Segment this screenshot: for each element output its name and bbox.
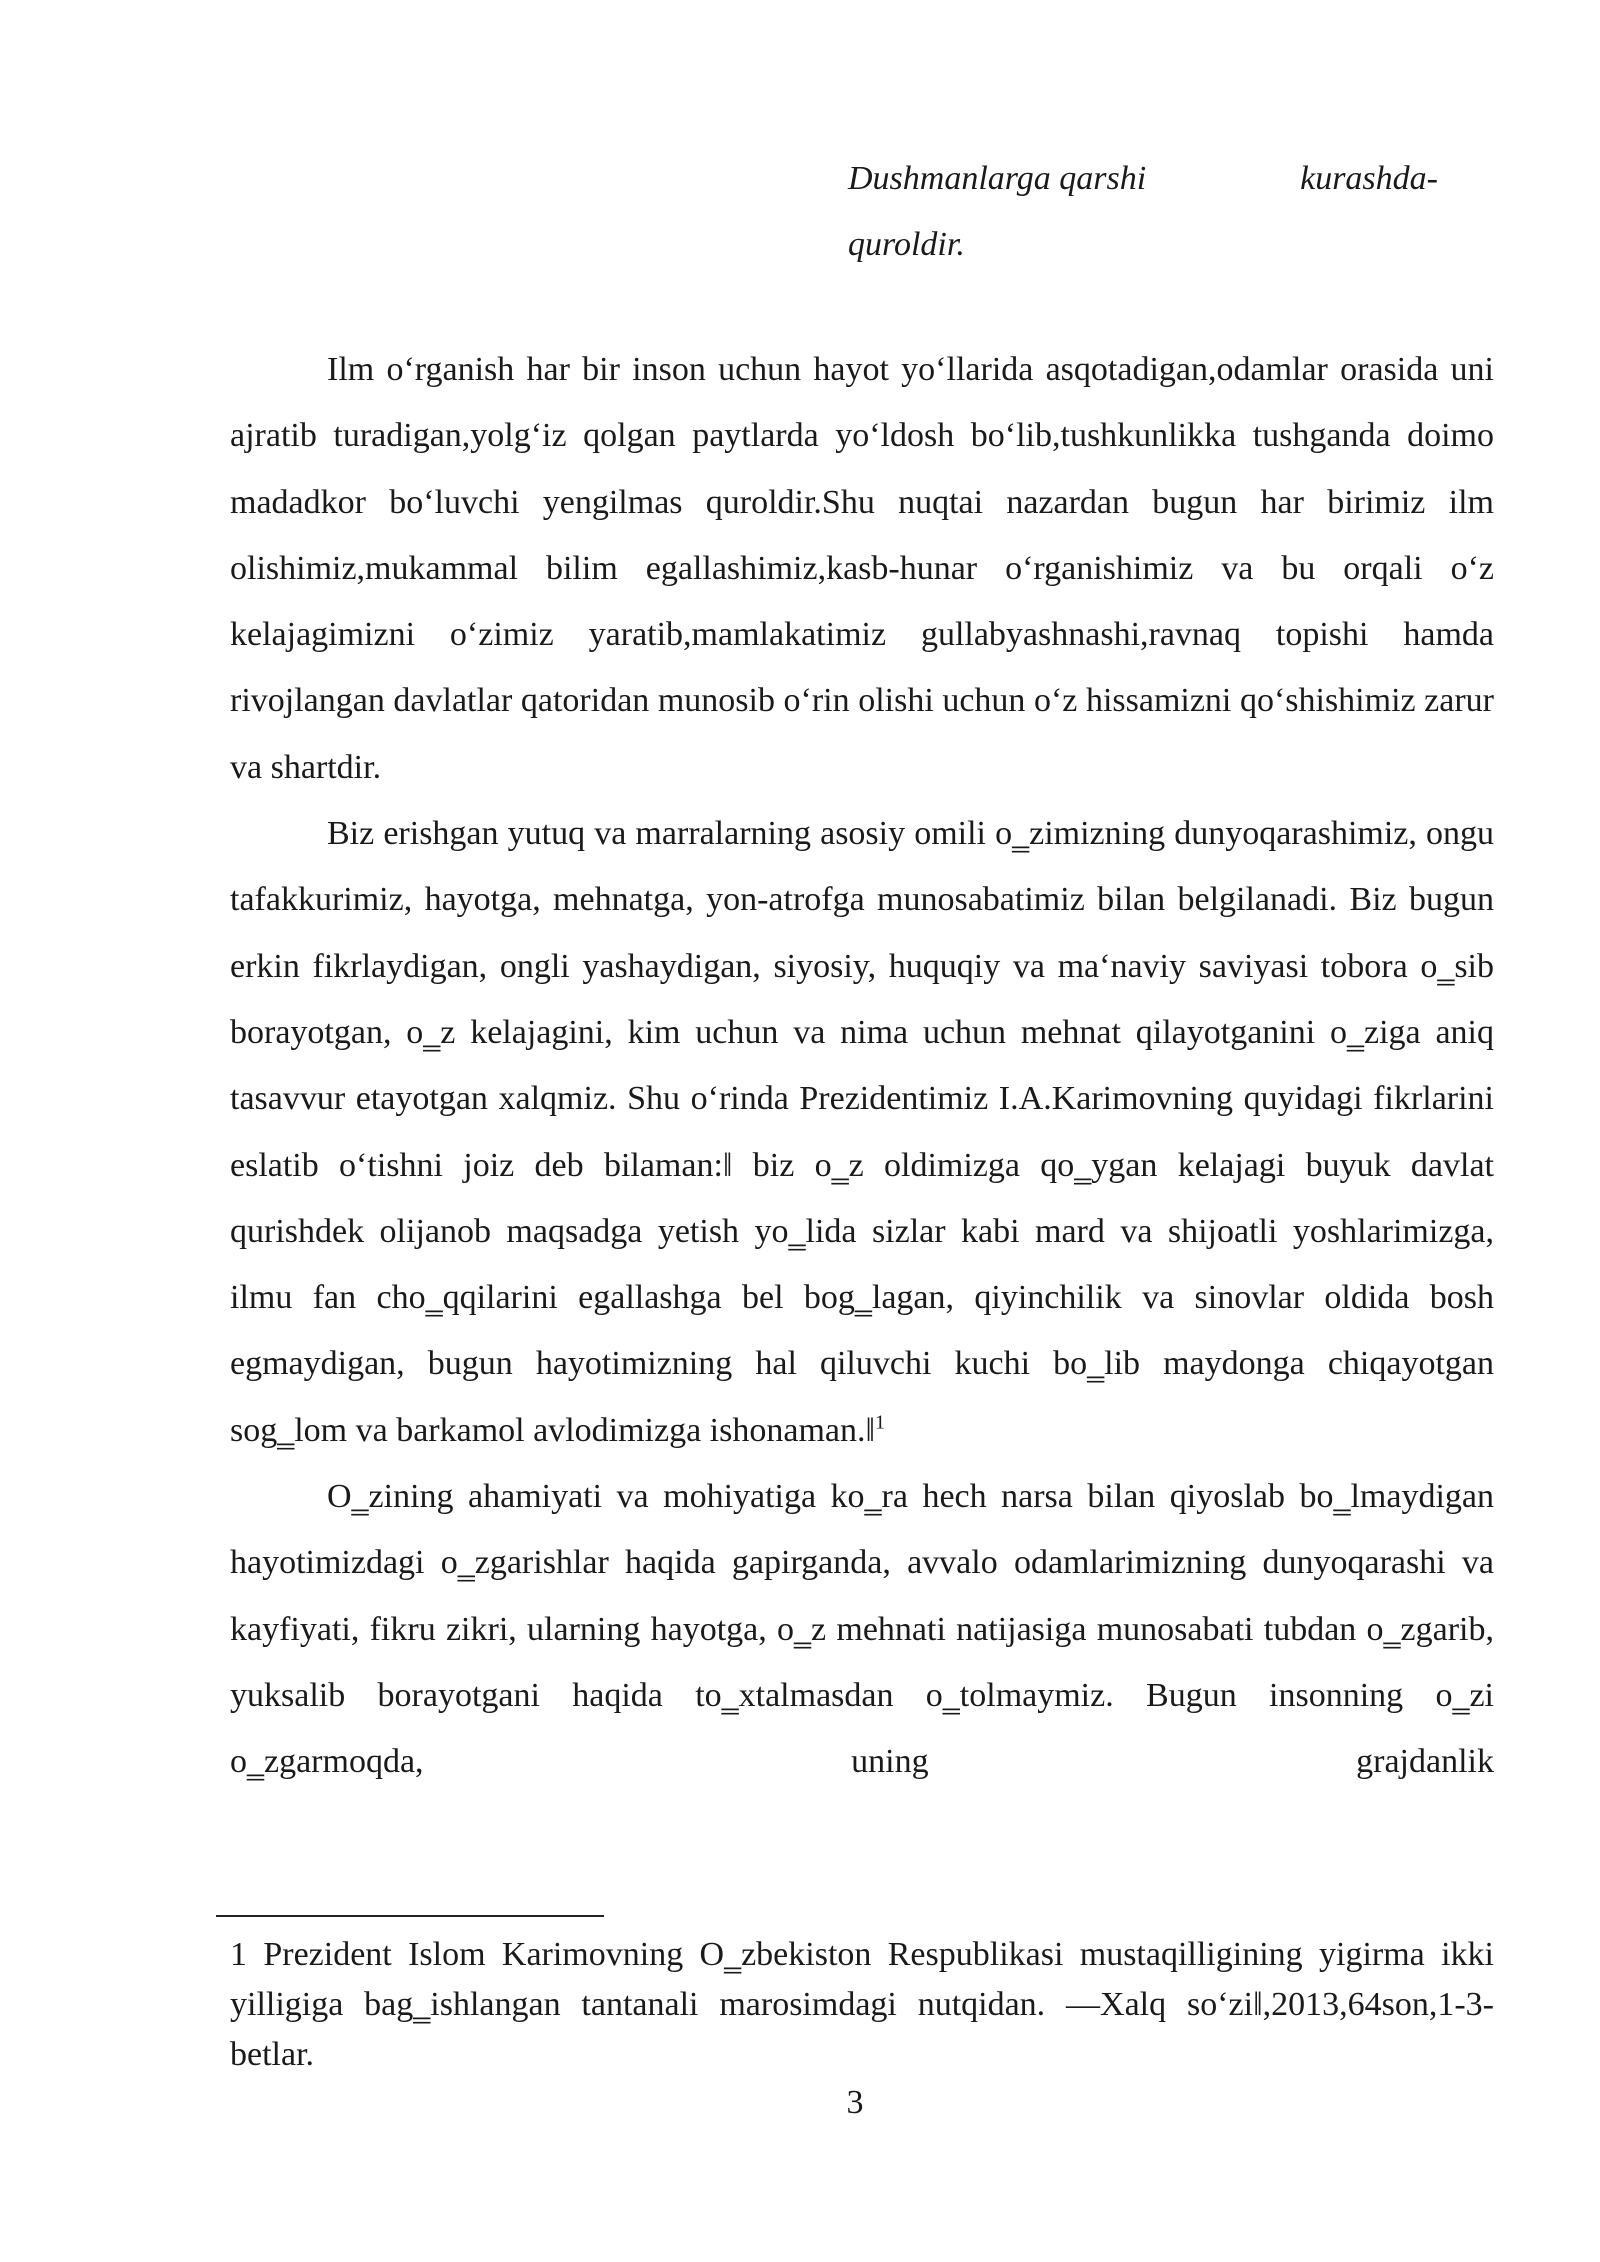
footnote-text: 1 Prezident Islom Karimovning O‗zbekiston Respublikasi mustaqilligining yigirma ikki yilligiga bag‗ishlangan tantanali marosimdagi nutqidan. ―Xalq so‘zi‖,2013,64son,1-3-betlar. bbox=[230, 1936, 1494, 2073]
epigraph bbox=[848, 146, 1448, 278]
page-number: 3 bbox=[846, 2084, 864, 2121]
paragraph-3-text: O‗zining ahamiyati va mohiyatiga ko‗ra hech narsa bilan qiyoslab bo‗lmaydigan hayotimizdagi o‗zgarishlar haqida gapirganda, avvalo odamlarimizning dunyoqarashi va kayfiyati, fikru zikri, ularning hayotga, o‗z mehnati natijasiga munosabati tubdan o‗zgarib, yuksalib borayotgani haqida to‗xtalmasdan o‗tolmaymiz. Bugun insonning o‗zi o‗zgarmoqda, uning grajdanlik bbox=[230, 1478, 1494, 1781]
paragraph-2 bbox=[230, 801, 1494, 1464]
epigraph-line-1-right: kurashda- bbox=[1300, 160, 1438, 197]
paragraph-2-text: Biz erishgan yutuq va marralarning asosiy omili o‗zimizning dunyoqarashimiz, ongu tafakkurimiz, hayotga, mehnatga, yon-atrofga munosabatimiz bilan belgilanadi. Biz bugun erkin fikrlaydigan, ongli yashaydigan, siyosiy, huquqiy va ma‘naviy saviyasi tobora o‗sib borayotgan, o‗z kelajagini, kim uchun va nima uchun mehnat qilayotganini o‗ziga aniq tasavvur etayotgan xalqmiz. Shu o‘rinda Prezidentimiz I.A.Karimovning quyidagi fikrlarini eslatib o‘tishni joiz deb bilaman:‖ biz o‗z oldimizga qo‗ygan kelajagi buyuk davlat qurishdek olijanob maqsadga yetish yo‗lida sizlar kabi mard va shijoatli yoshlarimizga, ilmu fan cho‗qqilarini egallashga bel bog‗lagan, qiyinchilik va sinovlar oldida bosh egmaydigan, bugun hayotimizning hal qiluvchi kuchi bo‗lib maydonga chiqayotgan sog‗lom va barkamol avlodimizga ishonaman.‖ bbox=[230, 815, 1494, 1449]
footnote-reference[interactable]: 1 bbox=[875, 1411, 886, 1434]
paragraph-3 bbox=[230, 1464, 1494, 1795]
epigraph-line-1 bbox=[848, 146, 1438, 212]
paragraph-1 bbox=[230, 337, 1494, 801]
body-text bbox=[230, 337, 1494, 1796]
epigraph-line-1-left: Dushmanlarga qarshi bbox=[848, 160, 1147, 197]
paragraph-1-text: Ilm o‘rganish har bir inson uchun hayot yo‘llarida asqotadigan,odamlar orasida uni ajratib turadigan,yolg‘iz qolgan paytlarda yo‘ldosh bo‘lib,tushkunlikka tushganda doimo madadkor bo‘luvchi yengilmas quroldir.Shu nuqtai nazardan bugun har birimiz ilm olishimiz,mukammal bilim egallashimiz,kasb-hunar o‘rganishimiz va bu orqali o‘z kelajagimizni o‘zimiz yaratib,mamlakatimiz gullabyashnashi,ravnaq topishi hamda rivojlangan davlatlar qatoridan munosib o‘rin olishi uchun o‘z hissamizni qo‘shishimiz zarur va shartdir. bbox=[230, 351, 1494, 786]
footnote-separator bbox=[216, 1915, 604, 1917]
epigraph-line-2: quroldir. bbox=[848, 226, 965, 263]
footnote bbox=[230, 1930, 1494, 2080]
